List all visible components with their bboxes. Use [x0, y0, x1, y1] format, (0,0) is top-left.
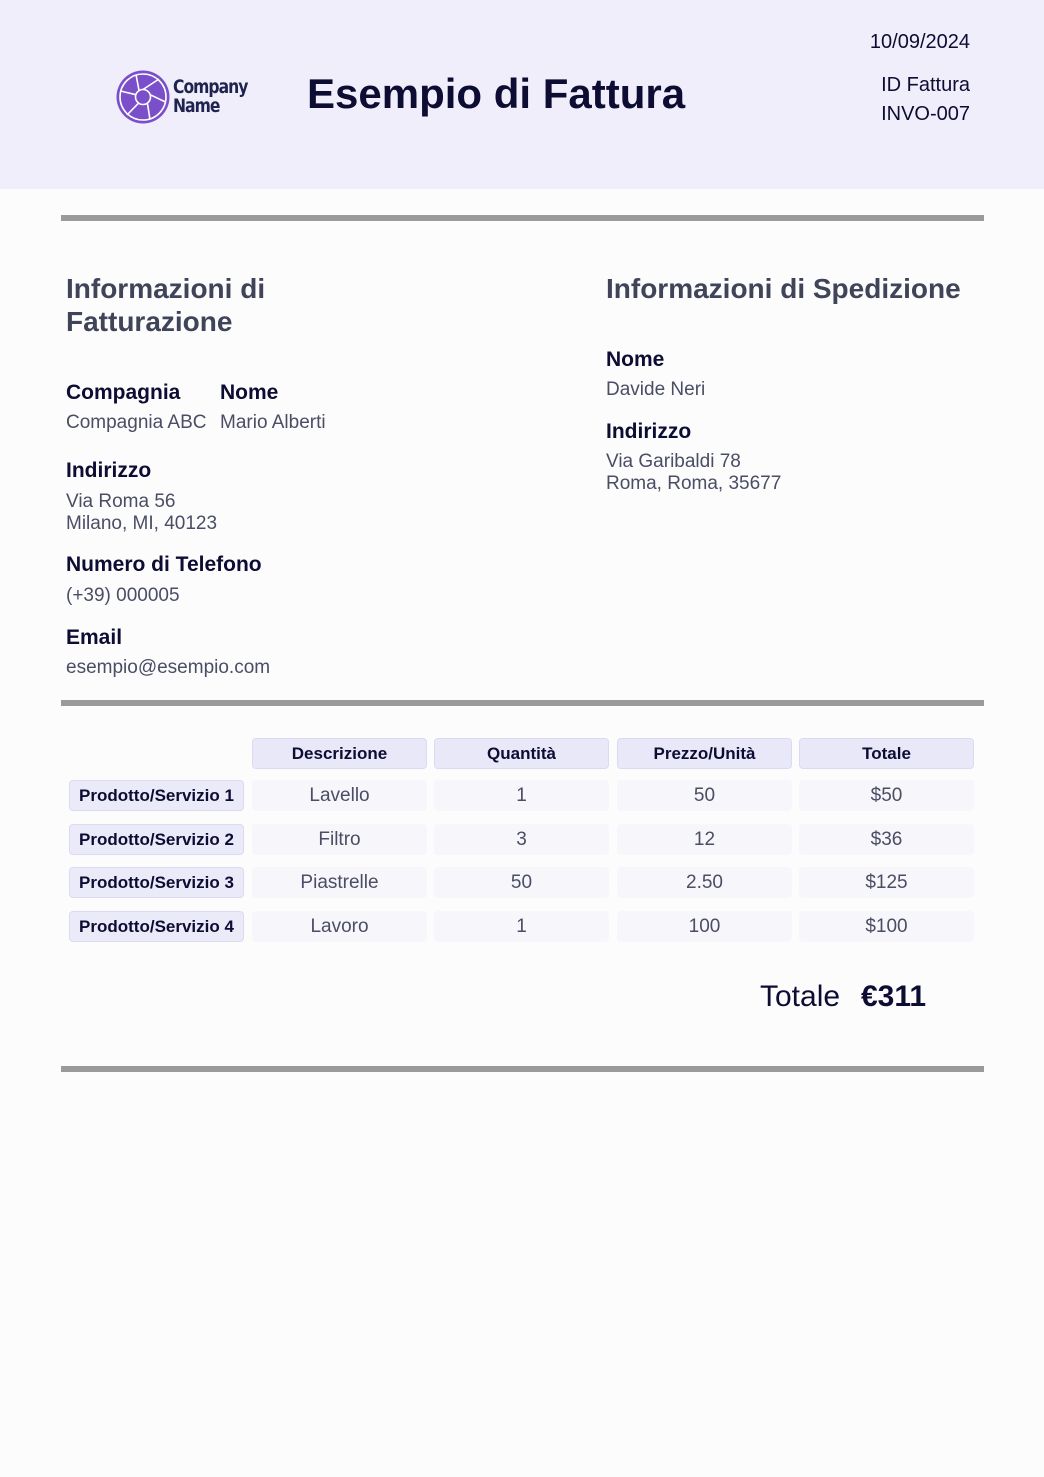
company-name-logo-text — [173, 78, 247, 116]
invoice-id-value: INVO-007 — [881, 103, 970, 125]
grand-total-label: Totale — [760, 980, 841, 1013]
table-row-4-total: $100 — [799, 911, 974, 942]
divider-middle — [61, 700, 984, 706]
shipping-address-label: Indirizzo — [606, 420, 692, 443]
table-row-1-description: Lavello — [252, 780, 427, 811]
divider-bottom — [61, 1066, 984, 1072]
table-row-3-description: Piastrelle — [252, 867, 427, 898]
shipping-address-line2: Roma, Roma, 35677 — [606, 473, 782, 494]
table-row-2-label: Prodotto/Servizio 2 — [69, 824, 244, 855]
shipping-section-title: Informazioni di Spedizione — [606, 273, 961, 304]
table-row-4-description: Lavoro — [252, 911, 427, 942]
column-header-total: Totale — [799, 738, 974, 769]
column-header-quantity: Quantità — [434, 738, 609, 769]
grand-total-value: €311 — [861, 980, 927, 1013]
billing-company-value: Compagnia ABC — [66, 412, 207, 433]
billing-section-title — [66, 272, 265, 338]
divider-top — [61, 215, 984, 221]
billing-name-value: Mario Alberti — [220, 412, 326, 433]
billing-company-label: Compagnia — [66, 381, 181, 404]
page-title: Esempio di Fattura — [307, 70, 686, 117]
shipping-name-label: Nome — [606, 348, 665, 371]
invoice-meta — [870, 30, 970, 130]
table-row-4-unit-price: 100 — [617, 911, 792, 942]
table-row-3-total: $125 — [799, 867, 974, 898]
table-row-1-quantity: 1 — [434, 780, 609, 811]
table-row-1-label: Prodotto/Servizio 1 — [69, 780, 244, 811]
table-row-4-label: Prodotto/Servizio 4 — [69, 911, 244, 942]
table-row-3-label: Prodotto/Servizio 3 — [69, 867, 244, 898]
table-row-1-total: $50 — [799, 780, 974, 811]
table-row-3-unit-price: 2.50 — [617, 867, 792, 898]
invoice-id-label: ID Fattura — [881, 74, 970, 96]
logo-text-line1: Company — [173, 76, 248, 98]
billing-name-label: Nome — [220, 381, 279, 404]
invoice-header — [0, 0, 1044, 189]
table-row-2-total: $36 — [799, 824, 974, 855]
logo-text-line2: Name — [173, 95, 220, 117]
camera-aperture-icon — [115, 69, 171, 125]
billing-email-label: Email — [66, 626, 123, 649]
billing-title-line2: Fatturazione — [66, 306, 233, 337]
shipping-name-value: Davide Neri — [606, 379, 706, 400]
billing-phone-value: (+39) 000005 — [66, 585, 180, 606]
billing-address-label: Indirizzo — [66, 459, 152, 482]
invoice-date: 10/09/2024 — [869, 31, 970, 53]
column-header-description: Descrizione — [252, 738, 427, 769]
billing-title-line1: Informazioni di — [66, 273, 266, 304]
column-header-unit-price: Prezzo/Unità — [617, 738, 792, 769]
table-row-2-description: Filtro — [252, 824, 427, 855]
billing-email-value: esempio@esempio.com — [66, 657, 271, 678]
billing-address-line1: Via Roma 56 — [66, 491, 176, 512]
shipping-address-line1: Via Garibaldi 78 — [606, 451, 741, 472]
table-row-2-unit-price: 12 — [617, 824, 792, 855]
billing-phone-label: Numero di Telefono — [66, 553, 262, 576]
billing-address-line2: Milano, MI, 40123 — [66, 513, 218, 534]
table-row-4-quantity: 1 — [434, 911, 609, 942]
table-row-2-quantity: 3 — [434, 824, 609, 855]
table-row-1-unit-price: 50 — [617, 780, 792, 811]
company-logo — [115, 68, 255, 126]
table-row-3-quantity: 50 — [434, 867, 609, 898]
